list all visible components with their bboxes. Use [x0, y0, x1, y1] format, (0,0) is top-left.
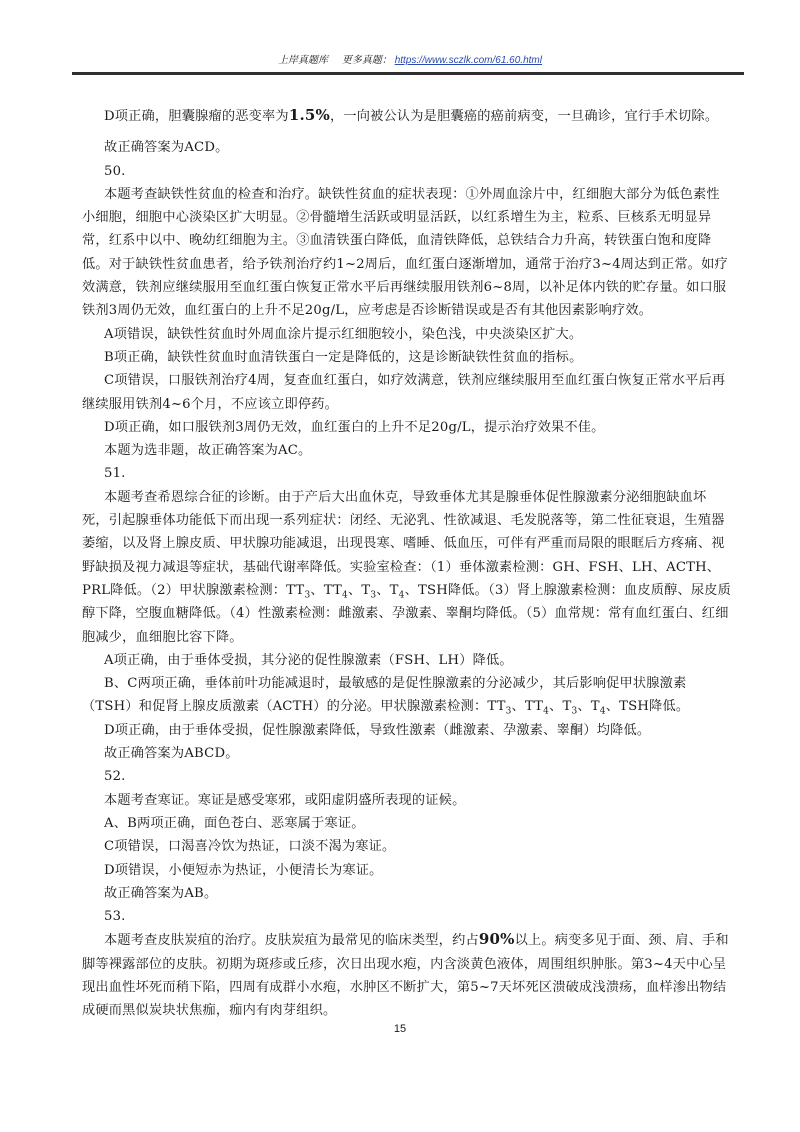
answer-line: 故正确答案为ABCD。: [104, 746, 239, 762]
site-label: 上岸真题库: [278, 55, 329, 66]
paragraph: 本题考查希恩综合征的诊断。由于产后大出血休克，导致垂体尤其是腺垂体促性腺激素分泌细胞缺血坏死，引起腺垂体功能低下而出现一系列症状：闭经、无泌乳、性欲减退、毛发脱落等，第二性征衰退，生殖器萎缩，以及肾上腺皮质、甲状腺功能减退，出现畏寒、嗜睡、低血压，可伴有严重而局限的眼眶后方疼痛、视野缺损及视力减退等症状，基础代谢率降低。实验室检查：（1）垂体激素检测：GH、FSH、LH、ACTH、PRL降低。（2）甲状腺激素检测：$TT_3$、$TT_4$、$T_3$、$T_4$、TSH降低。（3）肾上腺激素检测：血皮质醇、尿皮质醇下降，空腹血糖降低。（4）性激素检测：雌激素、孕激素、睾酮均降低。（5）血常规：常有血红蛋白、红细胞减少，血细胞比容下降。: [82, 489, 732, 645]
paragraph: B、C两项正确，垂体前叶功能减退时，最敏感的是促性腺激素的分泌减少，其后影响促甲状腺激素（TSH）和促肾上腺皮质激素（ACTH）的分泌。甲状腺激素检测：$TT_3$、$TT_4$、$T_3$、$T_4$、TSH降低。: [82, 676, 690, 718]
answer-line: 故正确答案为AB。: [104, 885, 218, 901]
header-divider: [72, 72, 744, 75]
page-header: [76, 54, 744, 68]
paragraph: C项错误，口服铁剂治疗4周，复查血红蛋白，如疗效满意，铁剂应继续服用至血红蛋白恢复正常水平后再继续服用铁剂4~6个月，不应该立即停药。: [82, 373, 726, 412]
paragraph: A、B两项正确，面色苍白、恶寒属于寒证。: [104, 815, 365, 831]
paragraph: D项正确，由于垂体受损，促性腺激素降低，导致性激素（雌激素、孕激素、睾酮）均降低。: [104, 722, 651, 738]
paragraph: 本题考查寒证。寒证是感受寒邪，或阳虚阴盛所表现的证候。: [104, 792, 466, 808]
question-number: 52.: [104, 769, 126, 785]
paragraph: D项错误，小便短赤为热证，小便清长为寒证。: [104, 862, 383, 878]
answer-line: 本题为选非题，故正确答案为AC。: [104, 443, 312, 459]
paragraph: C项错误，口渴喜冷饮为热证，口淡不渴为寒证。: [104, 839, 396, 855]
paragraph: A项错误，缺铁性贫血时外周血涂片提示红细胞较小，染色浅，中央淡染区扩大。: [104, 326, 583, 342]
paragraph: 本题考查缺铁性贫血的检查和治疗。缺铁性贫血的症状表现：①外周血涂片中，红细胞大部分为低色素性小细胞，细胞中心淡染区扩大明显。②骨髓增生活跃或明显活跃，以红系增生为主，粒系、巨核系无明显异常，红系中以中、晚幼红细胞为主。③血清铁蛋白降低，血清铁降低，总铁结合力升高，转铁蛋白饱和度降低。对于缺铁性贫血患者，给予铁剂治疗约1~2周后，血红蛋白逐渐增加，通常于治疗3~4周达到正常。如疗效满意，铁剂应继续服用至血红蛋白恢复正常水平后再继续服用铁剂6~8周，以补足体内铁的贮存量。如口服铁剂3周仍无效，血红蛋白的上升不足20g/L，应考虑是否诊断错误或是否有其他因素影响疗效。: [82, 186, 728, 319]
answer-line: 故正确答案为ACD。: [104, 140, 229, 156]
question-number: 51.: [104, 466, 126, 482]
question-number: 50.: [104, 163, 126, 179]
paragraph: B项正确，缺铁性贫血时血清铁蛋白一定是降低的，这是诊断缺铁性贫血的指标。: [104, 349, 583, 365]
paragraph: D项正确，胆囊腺瘤的恶变率为1.5%，一向被公认为是胆囊癌的癌前病变，一旦确诊，宜行手术切除。: [104, 106, 719, 124]
paragraph: A项正确，由于垂体受损，其分泌的促性腺激素（FSH、LH）降低。: [104, 652, 513, 668]
page-number: 15: [393, 1023, 407, 1035]
page-body: [82, 104, 732, 1023]
question-number: 53.: [104, 909, 126, 925]
paragraph: D项正确，如口服铁剂3周仍无效，血红蛋白的上升不足20g/L，提示治疗效果不佳。: [104, 419, 605, 435]
header-url-link[interactable]: https://www.sczlk.com/61.60.html: [394, 55, 542, 66]
more-label: 更多真题：: [341, 55, 392, 66]
paragraph: 本题考查皮肤炭疽的治疗。皮肤炭疽为最常见的临床类型，约占90%以上。病变多见于面、颈、肩、手和脚等裸露部位的皮肤。初期为斑疹或丘疹，次日出现水疱，内含淡黄色液体，周围组织肿胀。第3~4天中心呈现出血性坏死而稍下陷，四周有成群小水疱，水肿区不断扩大，第5~7天坏死区溃破成浅溃疡，血样渗出物结成硬而黑似炭块状焦痂，痂内有肉芽组织。: [82, 930, 729, 1019]
